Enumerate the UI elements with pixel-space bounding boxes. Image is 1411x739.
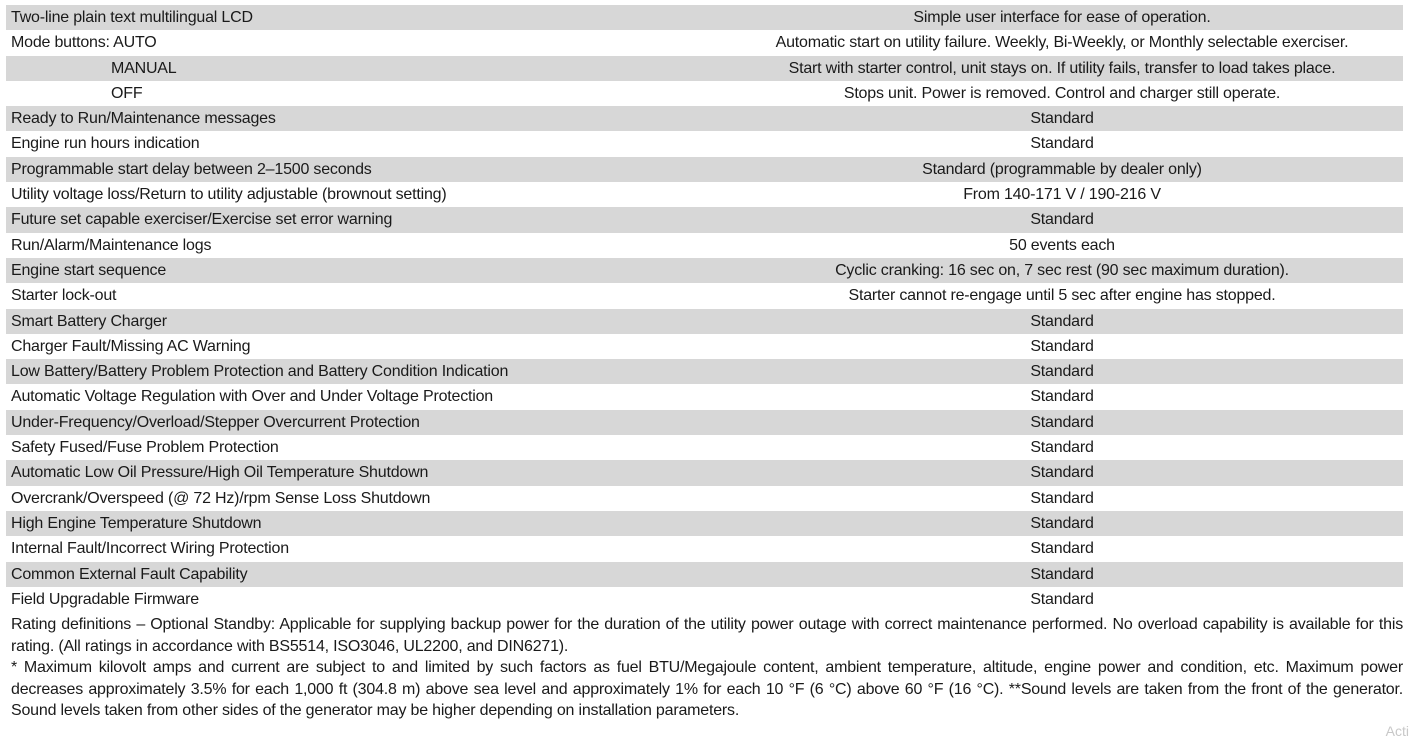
spec-feature: Low Battery/Battery Problem Protection and Battery Condition Indication — [6, 359, 571, 384]
spec-row — [6, 359, 1403, 384]
spec-feature: Two-line plain text multilingual LCD — [6, 5, 571, 30]
spec-feature: Programmable start delay between 2–1500 seconds — [6, 157, 571, 182]
spec-feature: Field Upgradable Firmware — [11, 590, 199, 608]
spec-row — [6, 562, 1403, 587]
spec-row — [6, 81, 1403, 106]
spec-feature: Mode buttons: AUTO — [11, 34, 157, 52]
spec-value: Simple user interface for ease of operation. — [571, 5, 1403, 30]
spec-value: Standard — [571, 410, 1403, 435]
spec-row — [6, 309, 1403, 334]
spec-value: Start with starter control, unit stays on. If utility fails, transfer to load takes place. — [571, 56, 1403, 81]
spec-row — [6, 334, 1403, 359]
spec-value: Standard — [571, 562, 1403, 587]
spec-row — [6, 106, 1403, 131]
spec-value: Stops unit. Power is removed. Control and charger still operate. — [843, 84, 1281, 102]
spec-row — [6, 207, 1403, 232]
spec-value: Standard — [571, 106, 1403, 131]
spec-value: Starter cannot re-engage until 5 sec after engine has stopped. — [848, 287, 1276, 305]
spec-value: Standard — [1030, 489, 1094, 507]
spec-value: Automatic start on utility failure. Weekly, Bi-Weekly, or Monthly selectable exerciser. — [775, 34, 1349, 52]
spec-value: Standard — [1030, 337, 1094, 355]
spec-row — [6, 486, 1403, 511]
spec-feature: Charger Fault/Missing AC Warning — [11, 337, 251, 355]
spec-value: Standard — [571, 359, 1403, 384]
spec-row — [6, 587, 1403, 612]
spec-row — [6, 410, 1403, 435]
spec-value: Standard — [1030, 388, 1094, 406]
spec-row — [6, 30, 1403, 55]
spec-feature: High Engine Temperature Shutdown — [6, 511, 571, 536]
spec-feature: Automatic Low Oil Pressure/High Oil Temperature Shutdown — [6, 460, 571, 485]
spec-feature: Ready to Run/Maintenance messages — [6, 106, 571, 131]
spec-table — [6, 5, 1403, 612]
spec-value: Standard — [571, 511, 1403, 536]
spec-row — [6, 283, 1403, 308]
spec-value: From 140-171 V / 190-216 V — [963, 186, 1161, 204]
spec-feature: Engine start sequence — [6, 258, 571, 283]
spec-value: Standard — [571, 207, 1403, 232]
spec-value: Standard — [1030, 439, 1094, 457]
activation-watermark: Acti — [1385, 723, 1409, 739]
footnote: * Maximum kilovolt amps and current are subject to and limited by such factors as fuel BTU/Megajoule content, ambient temperature, altitude, engine power and condition, etc. Maximum power decreases approximately 3.5% for each 1,000 ft (304.8 m) above sea level and approximately 1% for each 10 °F (6 °C) above 60 °F (16 °C). **Sound levels are taken from the front of the generator. Sound levels taken from other sides of the generator may be higher depending on installation parameters. — [11, 659, 1403, 719]
spec-row — [6, 384, 1403, 409]
spec-feature: Safety Fused/Fuse Problem Protection — [11, 439, 279, 457]
spec-feature: MANUAL — [6, 56, 571, 81]
spec-feature: Run/Alarm/Maintenance logs — [11, 236, 212, 254]
spec-row — [6, 157, 1403, 182]
spec-value: 50 events each — [1009, 236, 1115, 254]
spec-row — [6, 536, 1403, 561]
spec-feature: Overcrank/Overspeed (@ 72 Hz)/rpm Sense Loss Shutdown — [11, 489, 431, 507]
rating-definitions: Rating definitions – Optional Standby: Applicable for supplying backup power for the duration of the utility power outage with correct maintenance performed. No overload capability is available for this rating. (All ratings in accordance with BS5514, ISO3046, UL2200, and DIN6271). — [11, 616, 1403, 655]
spec-row — [6, 182, 1403, 207]
spec-feature: Engine run hours indication — [11, 135, 200, 153]
spec-row — [6, 511, 1403, 536]
spec-feature: Internal Fault/Incorrect Wiring Protection — [11, 540, 289, 558]
spec-value: Cyclic cranking: 16 sec on, 7 sec rest (90 sec maximum duration). — [571, 258, 1403, 283]
spec-value: Standard — [1030, 590, 1094, 608]
spec-row — [6, 5, 1403, 30]
spec-value: Standard (programmable by dealer only) — [571, 157, 1403, 182]
spec-row — [6, 233, 1403, 258]
notes-section — [11, 614, 1403, 722]
spec-row — [6, 435, 1403, 460]
spec-feature: Smart Battery Charger — [6, 309, 571, 334]
spec-feature: Utility voltage loss/Return to utility adjustable (brownout setting) — [11, 186, 447, 204]
spec-feature: Under-Frequency/Overload/Stepper Overcurrent Protection — [6, 410, 571, 435]
spec-value: Standard — [571, 460, 1403, 485]
spec-row — [6, 131, 1403, 156]
spec-row — [6, 56, 1403, 81]
spec-feature: Automatic Voltage Regulation with Over and Under Voltage Protection — [11, 388, 494, 406]
spec-feature: Common External Fault Capability — [6, 562, 571, 587]
spec-feature: Future set capable exerciser/Exercise set error warning — [6, 207, 571, 232]
spec-feature: OFF — [111, 84, 143, 102]
spec-value: Standard — [1030, 135, 1094, 153]
spec-feature: Starter lock-out — [11, 287, 117, 305]
spec-value: Standard — [571, 309, 1403, 334]
spec-row — [6, 258, 1403, 283]
spec-table-body — [6, 5, 1403, 612]
spec-value: Standard — [1030, 540, 1094, 558]
spec-row — [6, 460, 1403, 485]
